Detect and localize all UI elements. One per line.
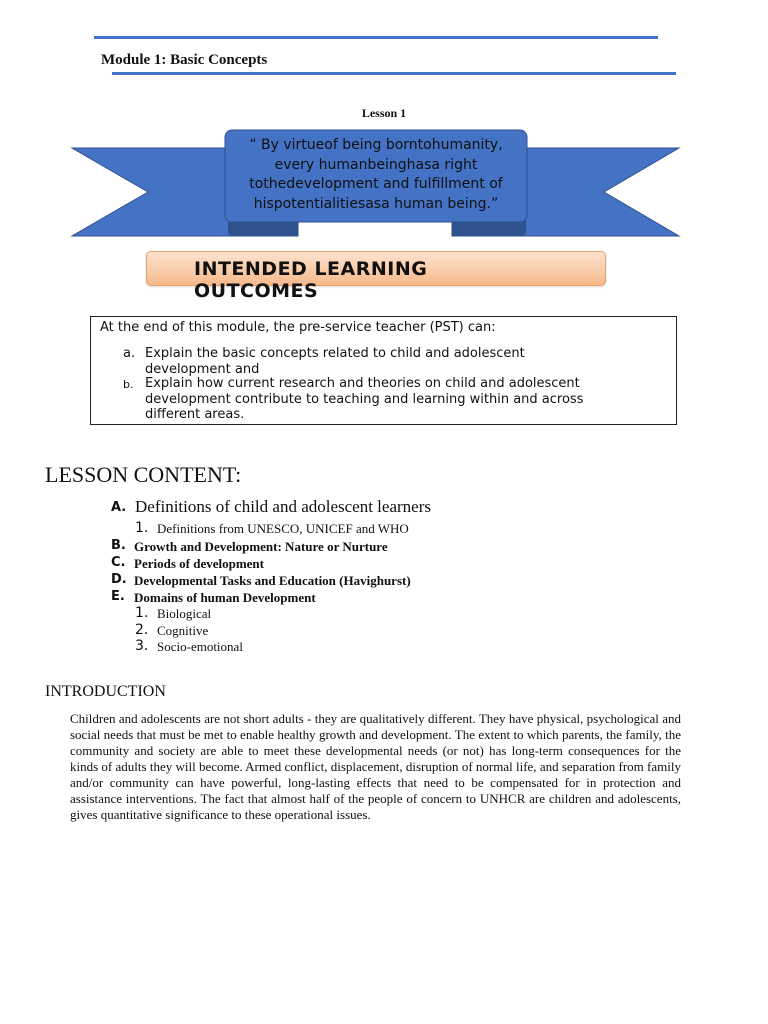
list-text: Developmental Tasks and Education (Havighurst)	[134, 573, 411, 588]
list-marker: E.	[111, 589, 125, 604]
outcome-line: Explain the basic concepts related to child and adolescent	[145, 346, 525, 361]
outcome-item	[123, 376, 655, 423]
list-marker: D.	[111, 572, 127, 587]
list-text: Cognitive	[157, 623, 209, 638]
quote-line: every humanbeinghasa right	[274, 156, 478, 173]
quote-line: “ By virtueof being borntohumanity,	[249, 137, 503, 153]
outcome-line: different areas.	[145, 407, 245, 422]
list-marker: 1.	[135, 605, 149, 621]
outcomes-intro: At the end of this module, the pre-service teacher (PST) can:	[100, 320, 496, 335]
lesson-label: Lesson 1	[361, 106, 407, 120]
list-text: Definitions of child and adolescent learners	[135, 497, 431, 516]
header-top-rule	[94, 36, 658, 39]
list-marker: 2.	[135, 622, 149, 638]
introduction-paragraph: Children and adolescents are not short adults - they are qualitatively different. They have physical, psychological and social needs that must be met to enable healthy growth and development. The extent to which parents, the family, the community and society are able to meet these developmental needs (or not) has long-term consequences for the kinds of adults they will become. Armed conflict, displacement, disruption of normal life, and separation from family and/or community can have powerful, long-lasting effects that need to be compensated for in protection and assistance interventions. The fact that almost half of the people of concern to UNHCR are children and adolescents, gives quantitative significance to these operational issues.	[70, 711, 681, 822]
list-marker: 1.	[135, 520, 149, 536]
list-marker: 3.	[135, 638, 149, 654]
introduction-heading: INTRODUCTION	[45, 683, 166, 700]
outcome-line: Explain how current research and theories on child and adolescent	[145, 376, 580, 391]
quote-line: hispotentialitiesasa human being.”	[253, 195, 499, 212]
list-text: Socio-emotional	[157, 639, 243, 654]
outcome-line: development and	[145, 361, 260, 377]
list-text: Definitions from UNESCO, UNICEF and WHO	[157, 521, 409, 536]
header-bottom-rule	[112, 72, 676, 75]
outcome-item	[123, 346, 655, 377]
outcomes-box	[90, 316, 677, 425]
ilo-heading-box	[146, 251, 606, 302]
outcome-line: development contribute to teaching and learning within and across	[145, 391, 584, 407]
list-marker: C.	[111, 555, 126, 570]
banner-quote	[228, 136, 524, 214]
list-text: Periods of development	[134, 556, 264, 571]
outcome-marker: a.	[123, 346, 136, 361]
list-text: Growth and Development: Nature or Nurture	[134, 539, 388, 554]
ilo-heading: INTENDED LEARNING OUTCOMES	[194, 258, 428, 302]
list-marker: A.	[111, 500, 127, 515]
module-title: Module 1: Basic Concepts	[101, 52, 268, 68]
lesson-content-heading: LESSON CONTENT:	[45, 462, 242, 487]
list-marker: B.	[111, 538, 126, 553]
outcome-marker: b.	[123, 378, 134, 391]
list-text: Biological	[157, 606, 212, 621]
quote-line: tothedevelopment and fulfillment of	[249, 176, 503, 192]
list-text: Domains of human Development	[134, 590, 316, 605]
